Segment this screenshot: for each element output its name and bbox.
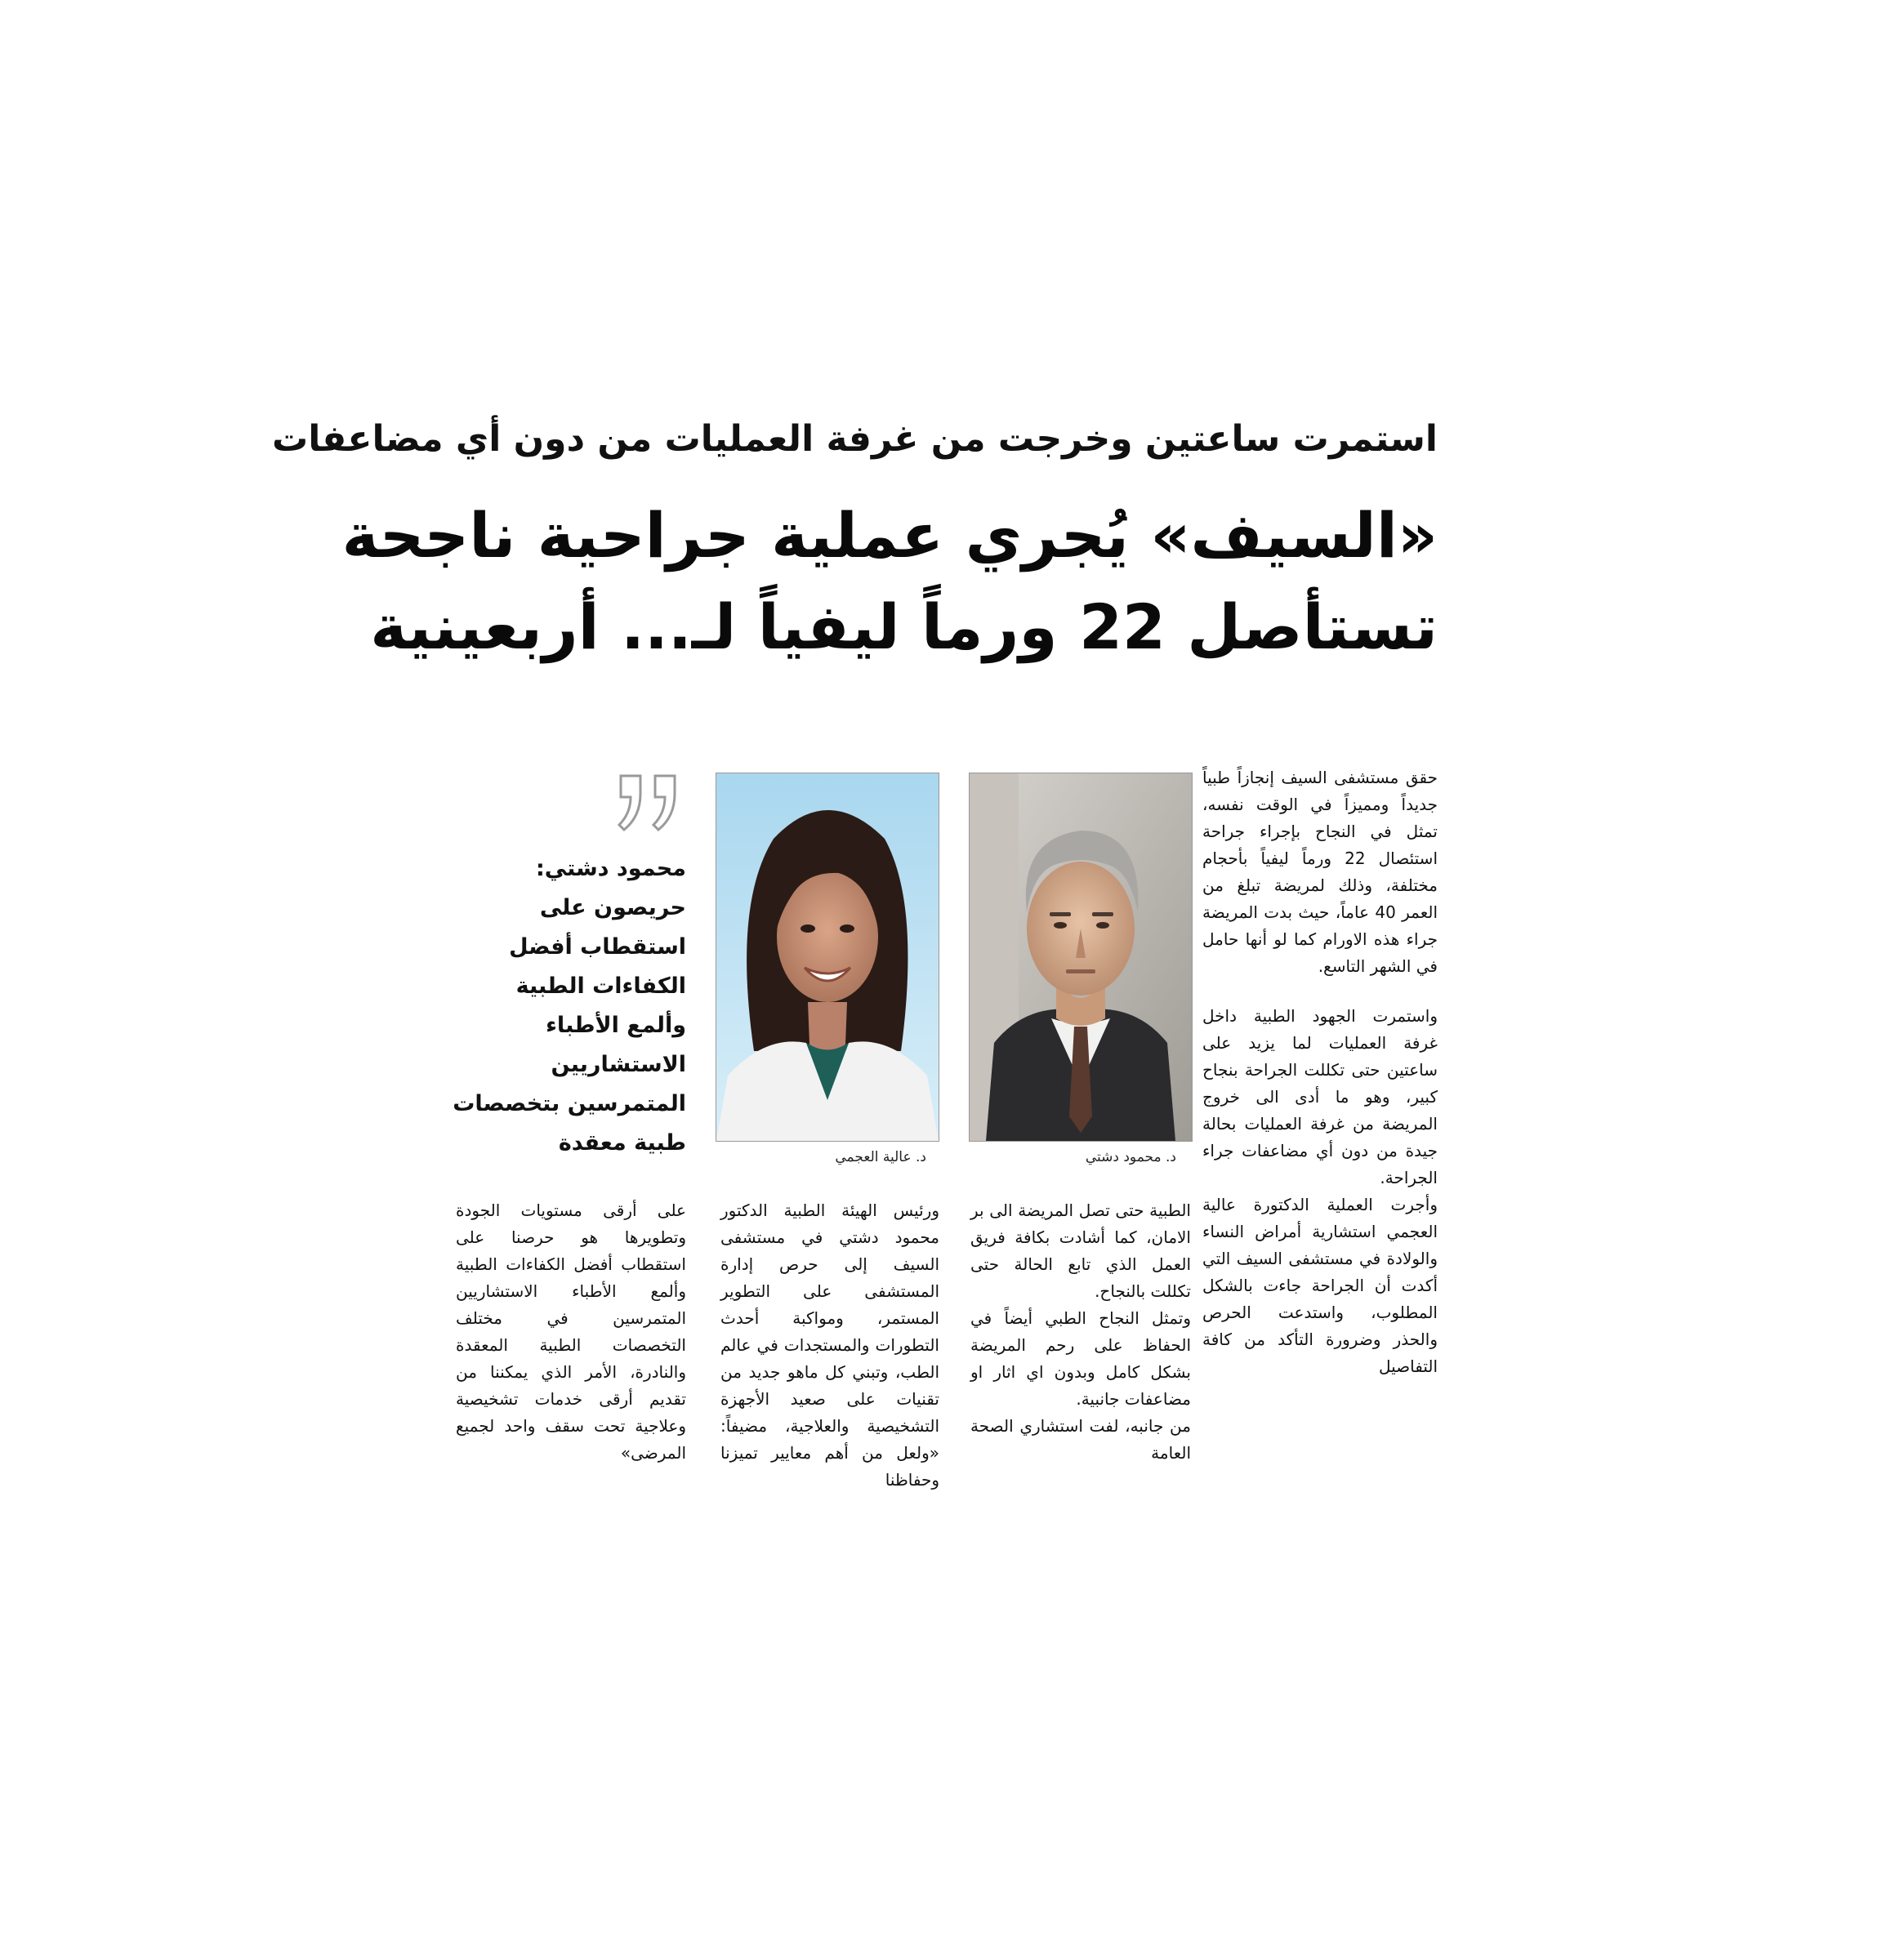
photo-mahmoud-dashti	[969, 773, 1193, 1142]
article-column-3	[720, 1197, 939, 1494]
headline-line-1: «السيف» يُجري عملية جراحية ناجحة	[341, 499, 1438, 572]
pull-quote-text: حريصون على استقطاب أفضل الكفاءات الطبية وألمع الأطباء الاستشاريين المتمرسين بتخصصات طبية معقدة	[453, 895, 686, 1156]
pull-quote-author: محمود دشتي:	[535, 856, 686, 881]
photo-alia-alajmi	[716, 773, 939, 1142]
article-kicker: استمرت ساعتين وخرجت من غرفة العمليات من دون أي مضاعفات	[271, 418, 1438, 460]
photo-caption: د. محمود دشتي	[1085, 1149, 1176, 1165]
paragraph: وتمثل النجاح الطبي أيضاً في الحفاظ على رحم المريضة بشكل كامل وبدون اي اثار او مضاعفات جانبية.	[970, 1308, 1191, 1409]
paragraph: الطبية حتى تصل المريضة الى بر الامان، كما أشادت بكافة فريق العمل الذي تابع الحالة حتى تكللت بالنجاح.	[970, 1200, 1191, 1301]
news-article	[271, 392, 1438, 1552]
article-column-4	[456, 1197, 686, 1467]
paragraph: حقق مستشفى السيف إنجازاً طبياً جديداً ومميزاً في الوقت نفسه، تمثل في النجاح بإجراء جراحة استئصال 22 ورماً ليفياً بأحجام مختلفة، وذلك لمريضة تبلغ من العمر 40 عاماً، حيث بدت المريضة جراء هذه الاورام كما لو أنها حامل في الشهر التاسع.	[1202, 768, 1438, 976]
headline-line-2: تستأصل 22 ورماً ليفياً لـ... أربعينية	[370, 590, 1438, 663]
portrait-man-image	[970, 773, 1192, 1141]
article-headline	[341, 490, 1438, 673]
paragraph: ورئيس الهيئة الطبية الدكتور محمود دشتي في مستشفى السيف إلى حرص إدارة المستشفى على التطوير المستمر، ومواكبة أحدث التطورات والمستجدات في عالم الطب، وتبني كل ماهو جديد من تقنيات على صعيد الأجهزة التشخيصية والعلاجية، مضيفاً: «ولعل من أهم معايير تميزنا وحفاظنا	[720, 1200, 939, 1490]
pull-quote	[449, 849, 686, 1163]
portrait-woman-image	[716, 773, 939, 1141]
article-column-1	[1202, 764, 1438, 1380]
photo-caption: د. عالية العجمي	[835, 1149, 926, 1165]
paragraph: وأجرت العملية الدكتورة عالية العجمي استشارية أمراض النساء والولادة في مستشفى السيف التي أكدت أن الجراحة جاءت بالشكل المطلوب، واستدعت الحرص والحذر وضرورة التأكد من كافة التفاصيل	[1202, 1195, 1438, 1376]
article-column-2	[970, 1197, 1191, 1467]
paragraph: واستمرت الجهود الطبية داخل غرفة العمليات لما يزيد على ساعتين حتى تكللت الجراحة بنجاح كبير، وهو ما أدى الى خروج المريضة من غرفة العمليات بحالة جيدة من دون أي مضاعفات جراء الجراحة.	[1202, 1006, 1438, 1187]
paragraph: على أرقى مستويات الجودة وتطويرها هو حرصنا على استقطاب أفضل الكفاءات الطبية وألمع الأطباء الاستشاريين المتمرسين في مختلف التخصصات الطبية المعقدة والنادرة، الأمر الذي يمكننا من تقديم أرقى خدمات تشخيصية وعلاجية تحت سقف واحد لجميع المرضى»	[456, 1200, 686, 1463]
quote-mark-icon	[613, 769, 686, 835]
paragraph: من جانبه، لفت استشاري الصحة العامة	[970, 1416, 1191, 1463]
